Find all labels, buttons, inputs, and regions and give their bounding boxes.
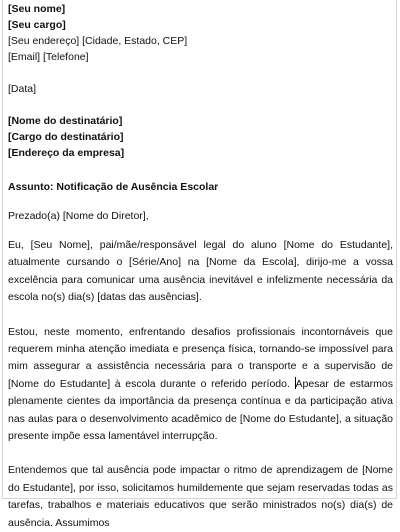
paragraph-1: Eu, [Seu Nome], pai/mãe/responsável legal do aluno [Nome do Estudante], atualmente cursando o [Série/Ano] na [Nome da Escola], dirijo-me a vossa excelência para comunicar uma ausência inevitável e infelizmente necessária da escola no(s) dia(s) [datas das ausências]. (8, 239, 393, 304)
letter-subject: Assunto: Notificação de Ausência Escolar (8, 181, 219, 193)
recipient-name: [Nome do destinatário] (8, 115, 123, 127)
sender-contact: [Email] [Telefone] (8, 51, 89, 63)
letter-body (8, 1, 393, 532)
sender-title: [Seu cargo] (8, 19, 66, 31)
recipient-title: [Cargo do destinatário] (8, 131, 124, 143)
recipient-address: [Endereço da empresa] (8, 147, 125, 159)
sender-address: [Seu endereço] [Cidade, Estado, CEP] (8, 35, 188, 47)
letter-date: [Data] (8, 83, 37, 95)
letter-greeting: Prezado(a) [Nome do Diretor], (8, 210, 149, 222)
paragraph-2-continuation: Apesar de estarmos plenamente cientes da importância da presença contínua e da participação ativa nas aulas para o desenvolvimento acadêmico de [Nome do Estudante], a situação presente impõe essa lamentável interrupção. (8, 377, 393, 443)
sender-name: [Seu nome] (8, 3, 66, 15)
paragraph-3: Entendemos que tal ausência pode impactar o ritmo de aprendizagem de [Nome do Estudante], por isso, solicitamos humildemente que sejam reservadas todas as tarefas, trabalhos e materiais educativos que serão ministrados no(s) dia(s) de ausência. Assumimos (8, 464, 393, 529)
paragraph-2-text: Estou, neste momento, enfrentando desafios profissionais incontornáveis que requerem minha atenção imediata e presença física, tornando-se impossível para mim assegurar a assistência necessária para o transporte e a supervisão de [Nome do Estudante] à escola durante o referido período. (8, 325, 393, 390)
paragraph-2 (8, 324, 393, 446)
